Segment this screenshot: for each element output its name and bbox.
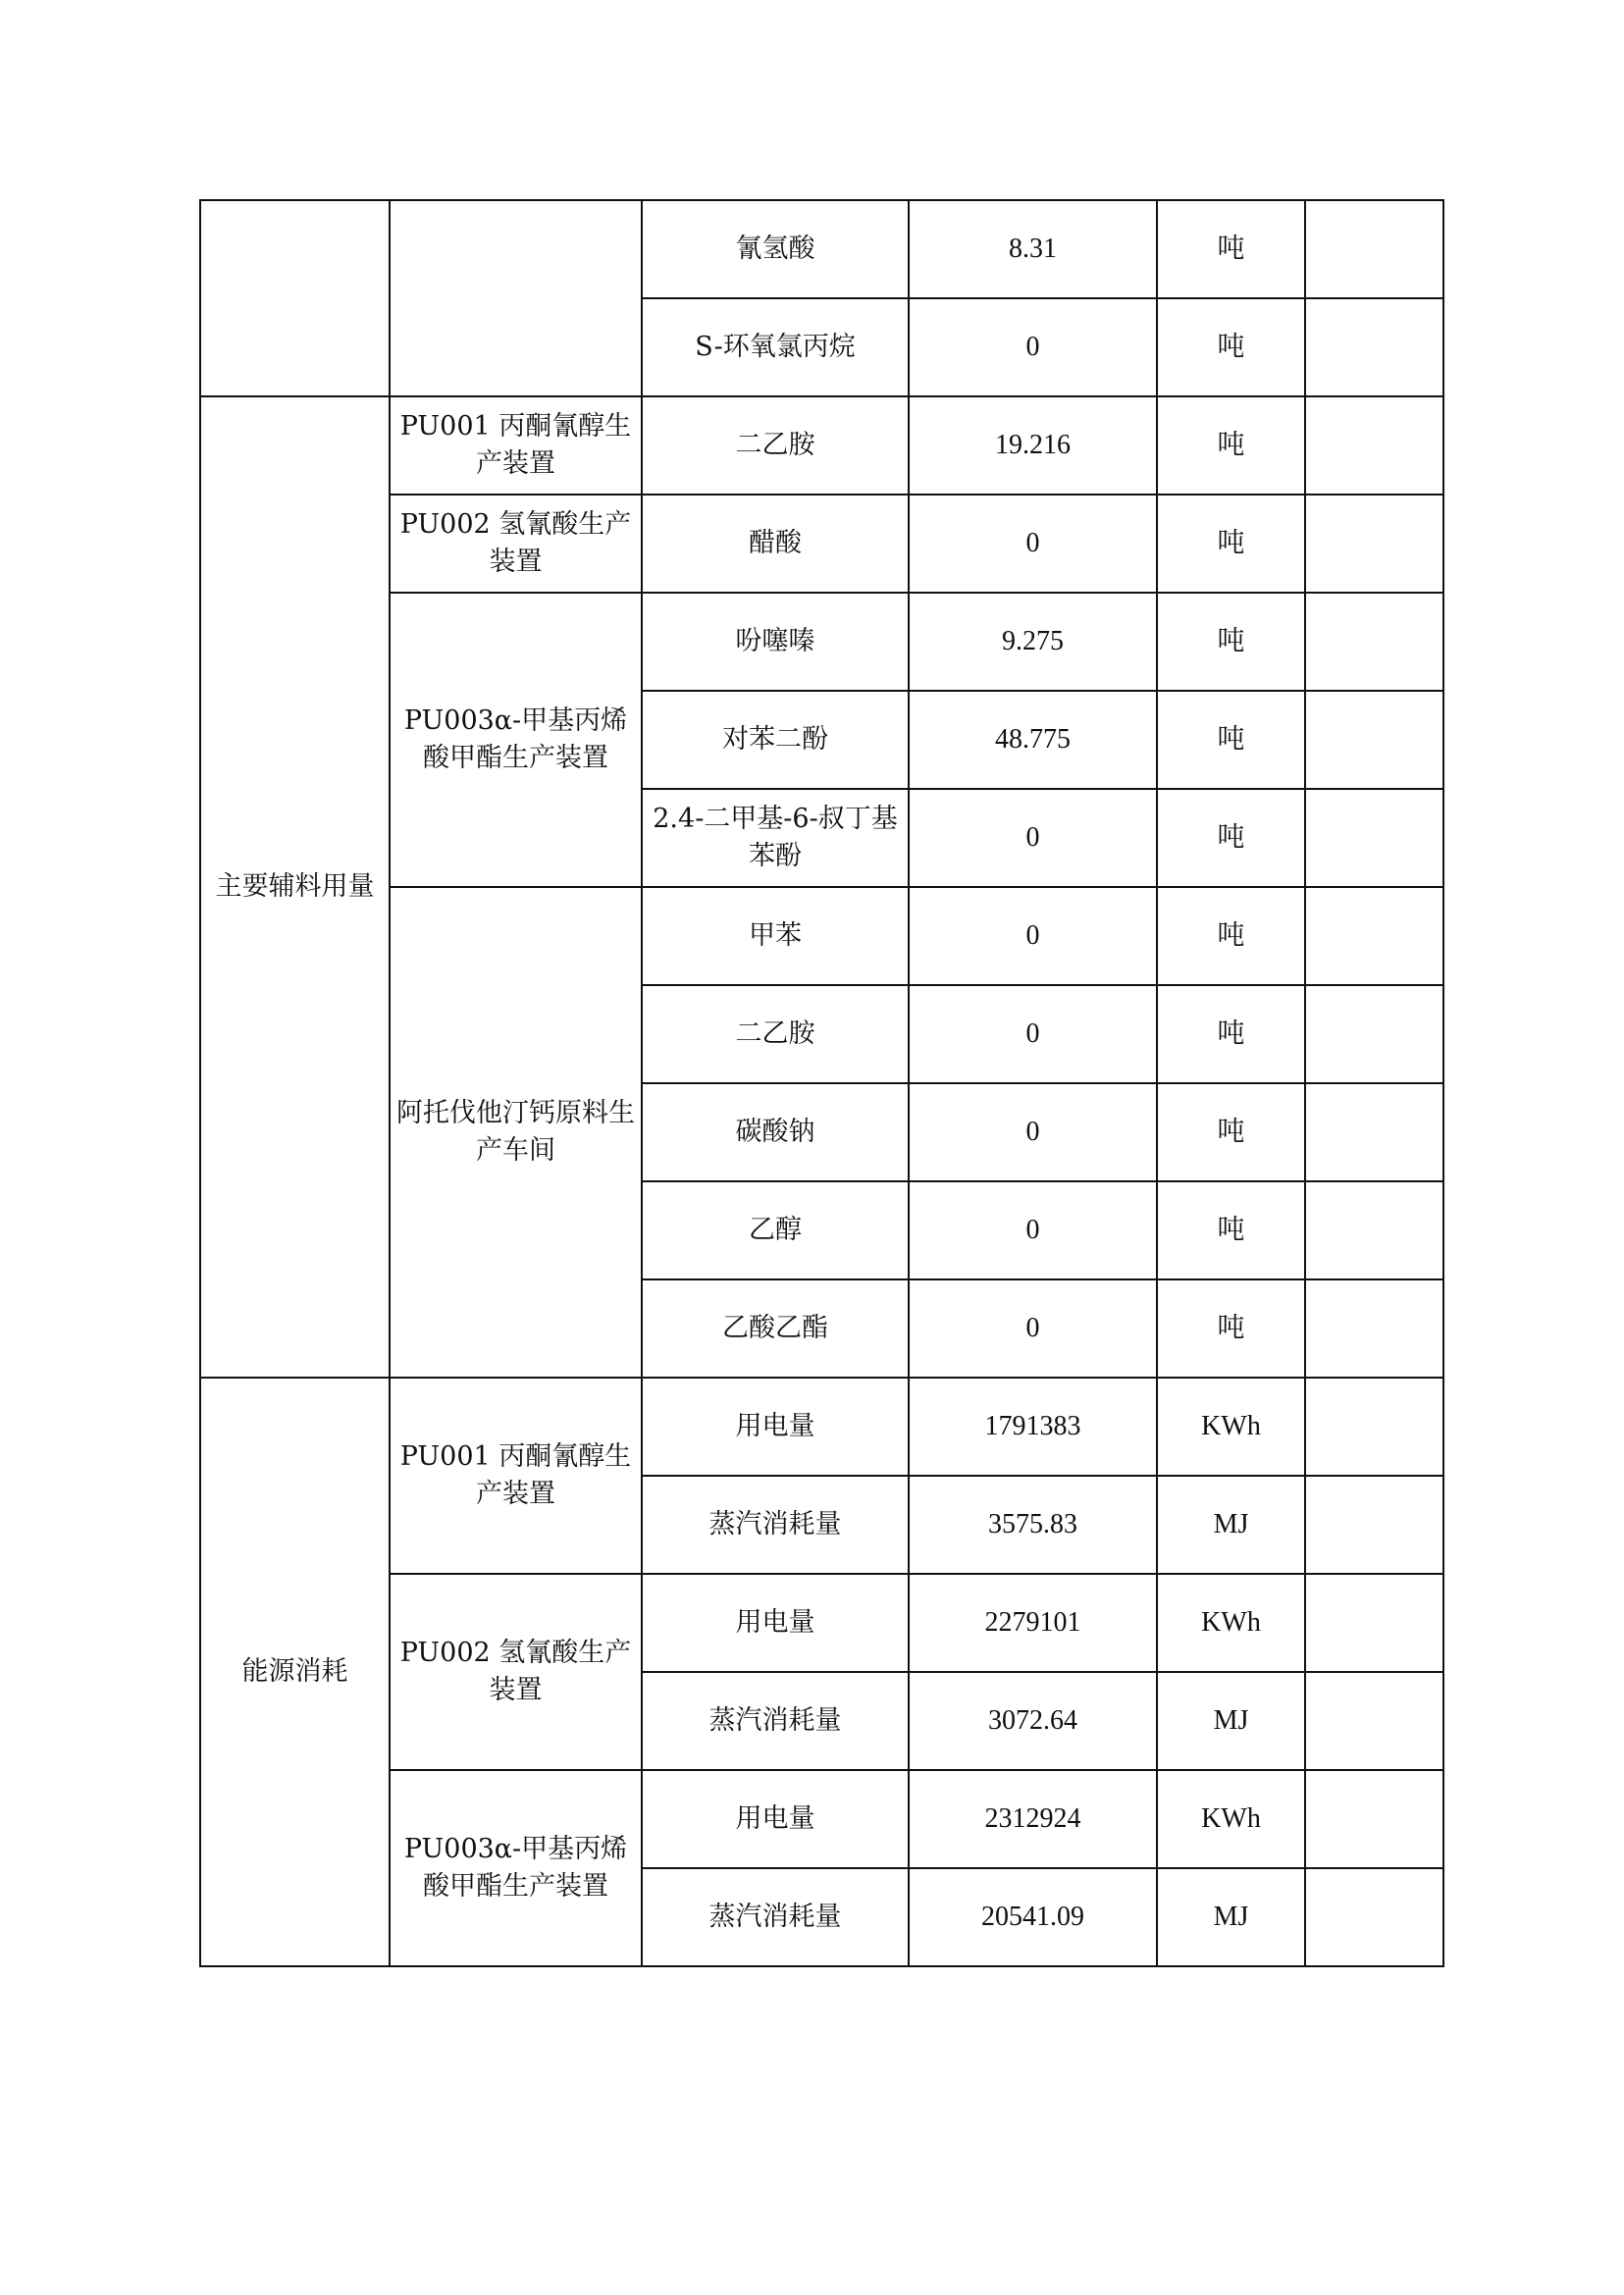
item-cell: 用电量 xyxy=(642,1574,909,1672)
unit-cell: PU002 氢氰酸生产装置 xyxy=(390,495,642,593)
unit-of-measure-cell: 吨 xyxy=(1157,495,1305,593)
item-cell: 乙醇 xyxy=(642,1181,909,1279)
unit-of-measure-cell: KWh xyxy=(1157,1378,1305,1476)
unit-cell xyxy=(390,200,642,396)
value-cell: 0 xyxy=(909,1181,1157,1279)
value-cell: 3072.64 xyxy=(909,1672,1157,1770)
value-cell: 0 xyxy=(909,1083,1157,1181)
value-cell: 20541.09 xyxy=(909,1868,1157,1966)
value-cell: 48.775 xyxy=(909,691,1157,789)
note-cell xyxy=(1305,396,1443,495)
unit-of-measure-cell: MJ xyxy=(1157,1672,1305,1770)
item-cell: 蒸汽消耗量 xyxy=(642,1476,909,1574)
unit-cell: 阿托伐他汀钙原料生产车间 xyxy=(390,887,642,1378)
value-cell: 0 xyxy=(909,789,1157,887)
note-cell xyxy=(1305,1181,1443,1279)
note-cell xyxy=(1305,985,1443,1083)
unit-of-measure-cell: KWh xyxy=(1157,1574,1305,1672)
value-cell: 0 xyxy=(909,1279,1157,1378)
unit-of-measure-cell: 吨 xyxy=(1157,1083,1305,1181)
table-row xyxy=(200,200,1443,298)
table-row xyxy=(200,396,1443,495)
unit-of-measure-cell: 吨 xyxy=(1157,200,1305,298)
value-cell: 0 xyxy=(909,298,1157,396)
value-cell: 19.216 xyxy=(909,396,1157,495)
unit-of-measure-cell: 吨 xyxy=(1157,1279,1305,1378)
note-cell xyxy=(1305,1083,1443,1181)
unit-of-measure-cell: MJ xyxy=(1157,1476,1305,1574)
note-cell xyxy=(1305,789,1443,887)
value-cell: 0 xyxy=(909,887,1157,985)
item-cell: 对苯二酚 xyxy=(642,691,909,789)
unit-cell: PU002 氢氰酸生产装置 xyxy=(390,1574,642,1770)
item-cell: 乙酸乙酯 xyxy=(642,1279,909,1378)
unit-of-measure-cell: 吨 xyxy=(1157,985,1305,1083)
item-cell: 二乙胺 xyxy=(642,396,909,495)
note-cell xyxy=(1305,1868,1443,1966)
unit-of-measure-cell: 吨 xyxy=(1157,789,1305,887)
note-cell xyxy=(1305,593,1443,691)
note-cell xyxy=(1305,1770,1443,1868)
unit-of-measure-cell: MJ xyxy=(1157,1868,1305,1966)
item-cell: 用电量 xyxy=(642,1378,909,1476)
note-cell xyxy=(1305,200,1443,298)
category-cell: 能源消耗 xyxy=(200,1378,390,1966)
note-cell xyxy=(1305,1574,1443,1672)
item-cell: 吩噻嗪 xyxy=(642,593,909,691)
item-cell: 二乙胺 xyxy=(642,985,909,1083)
value-cell: 2279101 xyxy=(909,1574,1157,1672)
value-cell: 8.31 xyxy=(909,200,1157,298)
unit-of-measure-cell: 吨 xyxy=(1157,1181,1305,1279)
note-cell xyxy=(1305,495,1443,593)
unit-of-measure-cell: 吨 xyxy=(1157,593,1305,691)
value-cell: 9.275 xyxy=(909,593,1157,691)
unit-cell: PU003α-甲基丙烯酸甲酯生产装置 xyxy=(390,593,642,887)
unit-of-measure-cell: 吨 xyxy=(1157,887,1305,985)
table-row xyxy=(200,1378,1443,1476)
note-cell xyxy=(1305,1476,1443,1574)
value-cell: 0 xyxy=(909,985,1157,1083)
note-cell xyxy=(1305,887,1443,985)
category-cell xyxy=(200,200,390,396)
unit-cell: PU003α-甲基丙烯酸甲酯生产装置 xyxy=(390,1770,642,1966)
unit-of-measure-cell: 吨 xyxy=(1157,691,1305,789)
note-cell xyxy=(1305,1378,1443,1476)
unit-cell: PU001 丙酮氰醇生产装置 xyxy=(390,1378,642,1574)
item-cell: 蒸汽消耗量 xyxy=(642,1672,909,1770)
note-cell xyxy=(1305,691,1443,789)
unit-of-measure-cell: 吨 xyxy=(1157,298,1305,396)
consumption-table xyxy=(199,199,1444,1967)
note-cell xyxy=(1305,1279,1443,1378)
item-cell: 蒸汽消耗量 xyxy=(642,1868,909,1966)
unit-of-measure-cell: 吨 xyxy=(1157,396,1305,495)
category-cell: 主要辅料用量 xyxy=(200,396,390,1378)
value-cell: 3575.83 xyxy=(909,1476,1157,1574)
note-cell xyxy=(1305,1672,1443,1770)
unit-of-measure-cell: KWh xyxy=(1157,1770,1305,1868)
value-cell: 2312924 xyxy=(909,1770,1157,1868)
item-cell: 甲苯 xyxy=(642,887,909,985)
unit-cell: PU001 丙酮氰醇生产装置 xyxy=(390,396,642,495)
item-cell: S-环氧氯丙烷 xyxy=(642,298,909,396)
value-cell: 1791383 xyxy=(909,1378,1157,1476)
item-cell: 醋酸 xyxy=(642,495,909,593)
value-cell: 0 xyxy=(909,495,1157,593)
item-cell: 碳酸钠 xyxy=(642,1083,909,1181)
item-cell: 用电量 xyxy=(642,1770,909,1868)
item-cell: 2.4-二甲基-6-叔丁基苯酚 xyxy=(642,789,909,887)
note-cell xyxy=(1305,298,1443,396)
item-cell: 氰氢酸 xyxy=(642,200,909,298)
